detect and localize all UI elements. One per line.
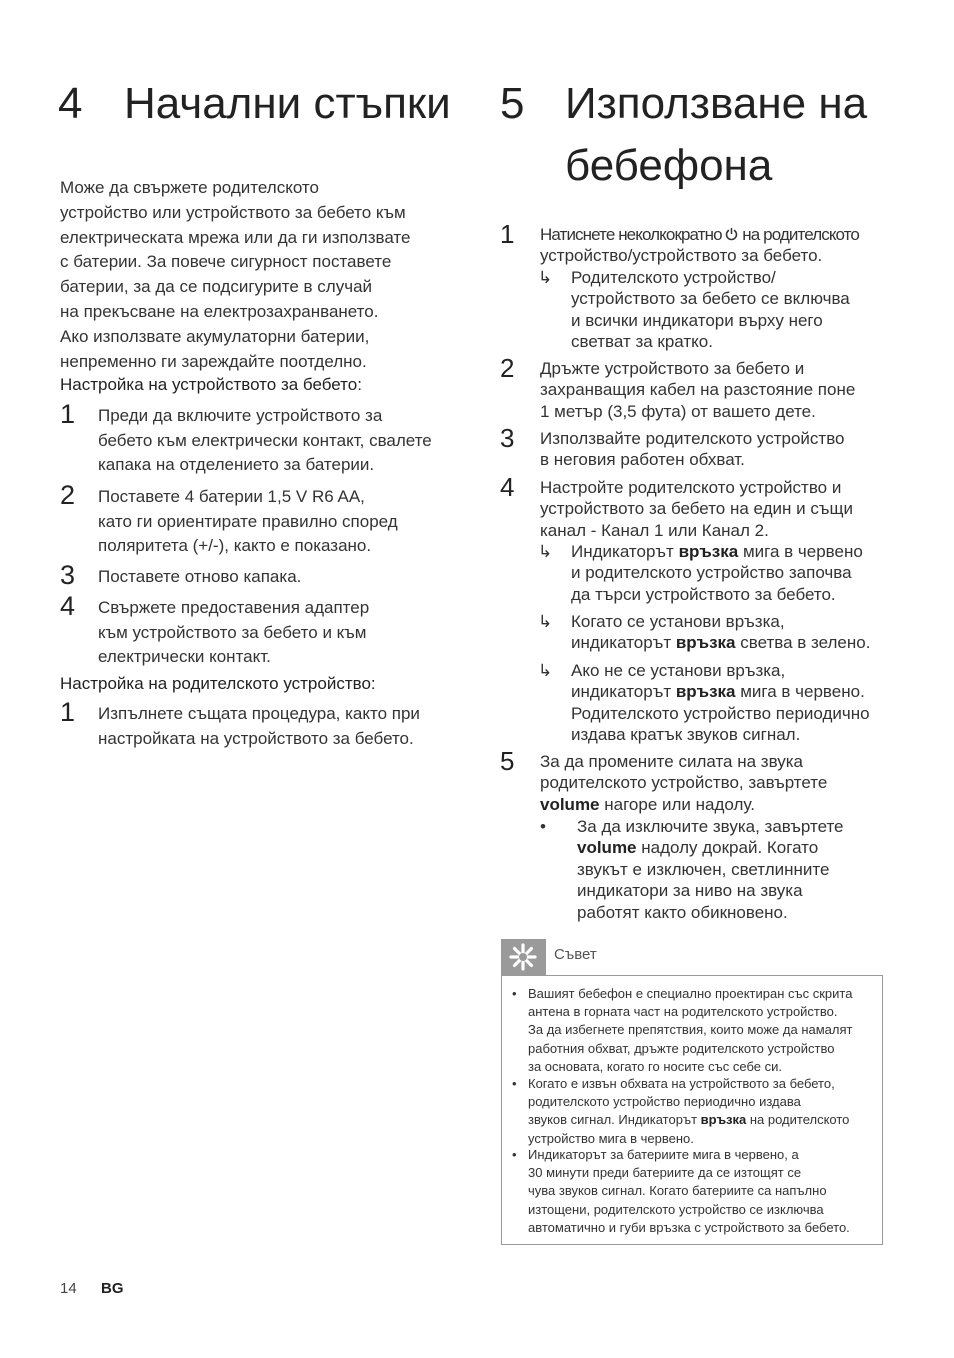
- bullet-icon: •: [512, 1147, 517, 1162]
- arrow-icon: ↳: [538, 612, 553, 631]
- arrow-icon: ↳: [538, 542, 553, 561]
- step-number: 3: [60, 560, 76, 590]
- step-number: 1: [60, 399, 76, 429]
- section-title: Начални стъпки: [124, 79, 451, 128]
- tip-asterisk-icon: [501, 939, 546, 975]
- intro-paragraph: Може да свържете родителското устройство или устройството за бебето към електрическата мрежа или да ги използвате с батерии. За повече сигурност поставете батерии, за да се подсигурите в случай на прекъсване на електрозахранването. Ако използвате акумулаторни батерии, непременно ги зареждайте поотделно.: [60, 178, 411, 371]
- page-number: 14: [60, 1280, 77, 1297]
- step-number: 3: [500, 423, 515, 453]
- section-number: 5: [500, 79, 525, 128]
- bullet-icon: •: [512, 1076, 517, 1091]
- step-number: 1: [500, 219, 515, 249]
- parent-setup-subheading: Настройка на родителското устройство:: [60, 674, 376, 693]
- step-number: 5: [500, 746, 515, 776]
- arrow-icon: ↳: [538, 661, 553, 680]
- step-number: 4: [500, 472, 515, 502]
- bullet-icon: •: [512, 986, 517, 1001]
- step-number: 2: [60, 480, 76, 510]
- section-number: 4: [58, 79, 83, 128]
- tip-title: Съвет: [554, 946, 597, 963]
- section-5-heading: [500, 72, 900, 202]
- step-number: 2: [500, 353, 515, 383]
- bullet-icon: •: [540, 817, 546, 836]
- language-code: BG: [101, 1280, 124, 1297]
- tip-item-1: • Вашият бебефон е специално проектиран със скрита антена в горната част на родителското устройство. За да избегнете препятствия, които може да намалят работния обхват, дръжте родителското устройство за основата, когато го носите със себе си.: [512, 986, 853, 1074]
- arrow-icon: ↳: [538, 268, 553, 287]
- baby-setup-subheading: Настройка на устройството за бебето:: [60, 375, 362, 394]
- step-number: 1: [60, 697, 76, 727]
- section-4-heading: [58, 72, 458, 136]
- power-icon: [725, 225, 738, 239]
- section-title-line2: бебефона: [565, 141, 773, 190]
- tip-item-3: • Индикаторът за батериите мига в червено, а 30 минути преди батериите да се изтощят се чува звуков сигнал. Когато батериите са напълно изтощени, родителското устройство се изключва автоматично и губи връзка с устройството за бебето.: [512, 1147, 850, 1235]
- step-number: 4: [60, 591, 76, 621]
- section-title-line1: Използване на: [565, 79, 868, 128]
- tip-item-2: • Когато е извън обхвата на устройството за бебето, родителското устройство периодично издава звуков сигнал. Индикаторът връзка на родителското устройство мига в червено.: [512, 1076, 850, 1146]
